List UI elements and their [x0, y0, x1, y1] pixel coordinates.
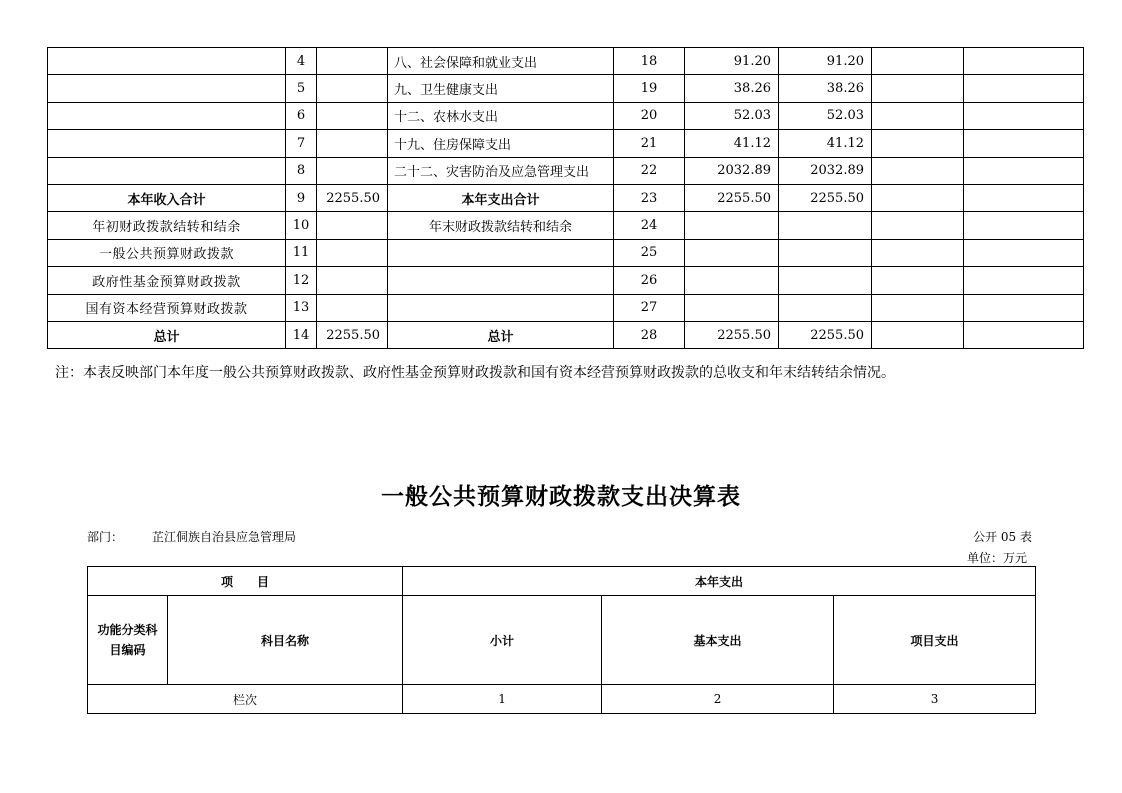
state-capital-cell	[964, 130, 1084, 157]
expense-line-no-cell: 26	[614, 267, 685, 294]
table-row	[48, 212, 1084, 239]
expense-item-cell	[388, 267, 614, 294]
income-line-no-cell: 9	[286, 184, 317, 211]
state-capital-cell	[964, 212, 1084, 239]
gov-fund-cell	[872, 321, 964, 348]
income-item-cell: 政府性基金预算财政拨款	[48, 267, 286, 294]
expense-total-cell	[685, 294, 779, 321]
table-row	[48, 294, 1084, 321]
budget-summary-table	[47, 47, 1084, 349]
state-capital-cell	[964, 48, 1084, 75]
column-index-1: 1	[403, 685, 602, 714]
state-capital-cell	[964, 239, 1084, 266]
income-line-no-cell: 6	[286, 102, 317, 129]
income-item-cell: 总计	[48, 321, 286, 348]
income-item-cell: 年初财政拨款结转和结余	[48, 212, 286, 239]
income-line-no-cell: 14	[286, 321, 317, 348]
expense-total-cell: 2255.50	[685, 321, 779, 348]
gov-fund-cell	[872, 130, 964, 157]
expense-line-no-cell: 18	[614, 48, 685, 75]
expense-total-cell: 38.26	[685, 75, 779, 102]
expense-total-cell: 41.12	[685, 130, 779, 157]
table-number: 公开 05 表	[973, 530, 1032, 544]
table-row	[48, 102, 1084, 129]
general-budget-cell: 2255.50	[779, 184, 872, 211]
header-subtotal: 小计	[403, 596, 602, 685]
header-basic-expense: 基本支出	[602, 596, 834, 685]
income-amount-cell: 2255.50	[317, 184, 388, 211]
income-amount-cell	[317, 267, 388, 294]
state-capital-cell	[964, 102, 1084, 129]
expense-item-cell: 九、卫生健康支出	[388, 75, 614, 102]
gov-fund-cell	[872, 184, 964, 211]
expense-item-cell: 总计	[388, 321, 614, 348]
income-item-cell: 本年收入合计	[48, 184, 286, 211]
table-row	[48, 239, 1084, 266]
income-item-cell	[48, 130, 286, 157]
expense-line-no-cell: 28	[614, 321, 685, 348]
header-current-expense: 本年支出	[403, 567, 1036, 596]
income-item-cell: 国有资本经营预算财政拨款	[48, 294, 286, 321]
income-item-cell	[48, 157, 286, 184]
table-row	[48, 130, 1084, 157]
income-line-no-cell: 10	[286, 212, 317, 239]
department-name: 芷江侗族自治县应急管理局	[152, 530, 297, 544]
expense-line-no-cell: 23	[614, 184, 685, 211]
income-line-no-cell: 13	[286, 294, 317, 321]
state-capital-cell	[964, 321, 1084, 348]
income-line-no-cell: 11	[286, 239, 317, 266]
table-row	[48, 267, 1084, 294]
income-line-no-cell: 5	[286, 75, 317, 102]
income-line-no-cell: 4	[286, 48, 317, 75]
income-amount-cell	[317, 102, 388, 129]
department-label: 部门：	[87, 530, 124, 544]
expense-item-cell	[388, 294, 614, 321]
income-item-cell: 一般公共预算财政拨款	[48, 239, 286, 266]
expense-total-cell: 2255.50	[685, 184, 779, 211]
general-budget-cell: 2032.89	[779, 157, 872, 184]
income-line-no-cell: 7	[286, 130, 317, 157]
table-row	[48, 321, 1084, 348]
income-amount-cell	[317, 48, 388, 75]
expense-total-cell: 91.20	[685, 48, 779, 75]
general-budget-cell	[779, 267, 872, 294]
expense-total-cell	[685, 212, 779, 239]
state-capital-cell	[964, 184, 1084, 211]
expense-line-no-cell: 19	[614, 75, 685, 102]
expense-total-cell	[685, 267, 779, 294]
income-amount-cell	[317, 239, 388, 266]
state-capital-cell	[964, 294, 1084, 321]
state-capital-cell	[964, 157, 1084, 184]
header-function-code: 功能分类科目编码	[88, 596, 168, 685]
table-row	[48, 75, 1084, 102]
column-index-2: 2	[602, 685, 834, 714]
expense-item-cell	[388, 239, 614, 266]
gov-fund-cell	[872, 212, 964, 239]
income-item-cell	[48, 75, 286, 102]
expense-total-cell: 52.03	[685, 102, 779, 129]
gov-fund-cell	[872, 239, 964, 266]
income-amount-cell	[317, 157, 388, 184]
expense-line-no-cell: 22	[614, 157, 685, 184]
gov-fund-cell	[872, 294, 964, 321]
income-line-no-cell: 8	[286, 157, 317, 184]
expense-item-cell: 年末财政拨款结转和结余	[388, 212, 614, 239]
expense-item-cell: 二十二、灾害防治及应急管理支出	[388, 157, 614, 184]
gov-fund-cell	[872, 102, 964, 129]
gov-fund-cell	[872, 75, 964, 102]
table-note: 注：本表反映部门本年度一般公共预算财政拨款、政府性基金预算财政拨款和国有资本经营预算财政拨款的总收支和年末结转结余情况。	[55, 365, 895, 381]
income-line-no-cell: 12	[286, 267, 317, 294]
header-project: 项 目	[88, 567, 403, 596]
general-budget-cell: 38.26	[779, 75, 872, 102]
general-budget-cell: 2255.50	[779, 321, 872, 348]
page-title: 一般公共预算财政拨款支出决算表	[381, 483, 741, 510]
gov-fund-cell	[872, 267, 964, 294]
income-amount-cell	[317, 212, 388, 239]
gov-fund-cell	[872, 48, 964, 75]
unit-label: 单位：万元	[966, 551, 1027, 565]
header-project-expense: 项目支出	[834, 596, 1036, 685]
income-amount-cell	[317, 130, 388, 157]
expense-item-cell: 本年支出合计	[388, 184, 614, 211]
expense-total-cell: 2032.89	[685, 157, 779, 184]
state-capital-cell	[964, 267, 1084, 294]
expense-line-no-cell: 24	[614, 212, 685, 239]
income-item-cell	[48, 48, 286, 75]
income-amount-cell: 2255.50	[317, 321, 388, 348]
expenditure-table	[87, 566, 1036, 714]
column-index-3: 3	[834, 685, 1036, 714]
general-budget-cell: 52.03	[779, 102, 872, 129]
expense-line-no-cell: 25	[614, 239, 685, 266]
state-capital-cell	[964, 75, 1084, 102]
general-budget-cell: 91.20	[779, 48, 872, 75]
general-budget-cell	[779, 212, 872, 239]
table-row	[48, 184, 1084, 211]
table-row	[48, 157, 1084, 184]
header-subject-name: 科目名称	[168, 596, 403, 685]
column-index-label: 栏次	[88, 685, 403, 714]
income-item-cell	[48, 102, 286, 129]
table-row	[48, 48, 1084, 75]
expense-total-cell	[685, 239, 779, 266]
general-budget-cell	[779, 294, 872, 321]
expense-item-cell: 十二、农林水支出	[388, 102, 614, 129]
income-amount-cell	[317, 75, 388, 102]
gov-fund-cell	[872, 157, 964, 184]
expense-item-cell: 十九、住房保障支出	[388, 130, 614, 157]
general-budget-cell	[779, 239, 872, 266]
expense-line-no-cell: 21	[614, 130, 685, 157]
expense-item-cell: 八、社会保障和就业支出	[388, 48, 614, 75]
expense-line-no-cell: 20	[614, 102, 685, 129]
income-amount-cell	[317, 294, 388, 321]
expense-line-no-cell: 27	[614, 294, 685, 321]
general-budget-cell: 41.12	[779, 130, 872, 157]
